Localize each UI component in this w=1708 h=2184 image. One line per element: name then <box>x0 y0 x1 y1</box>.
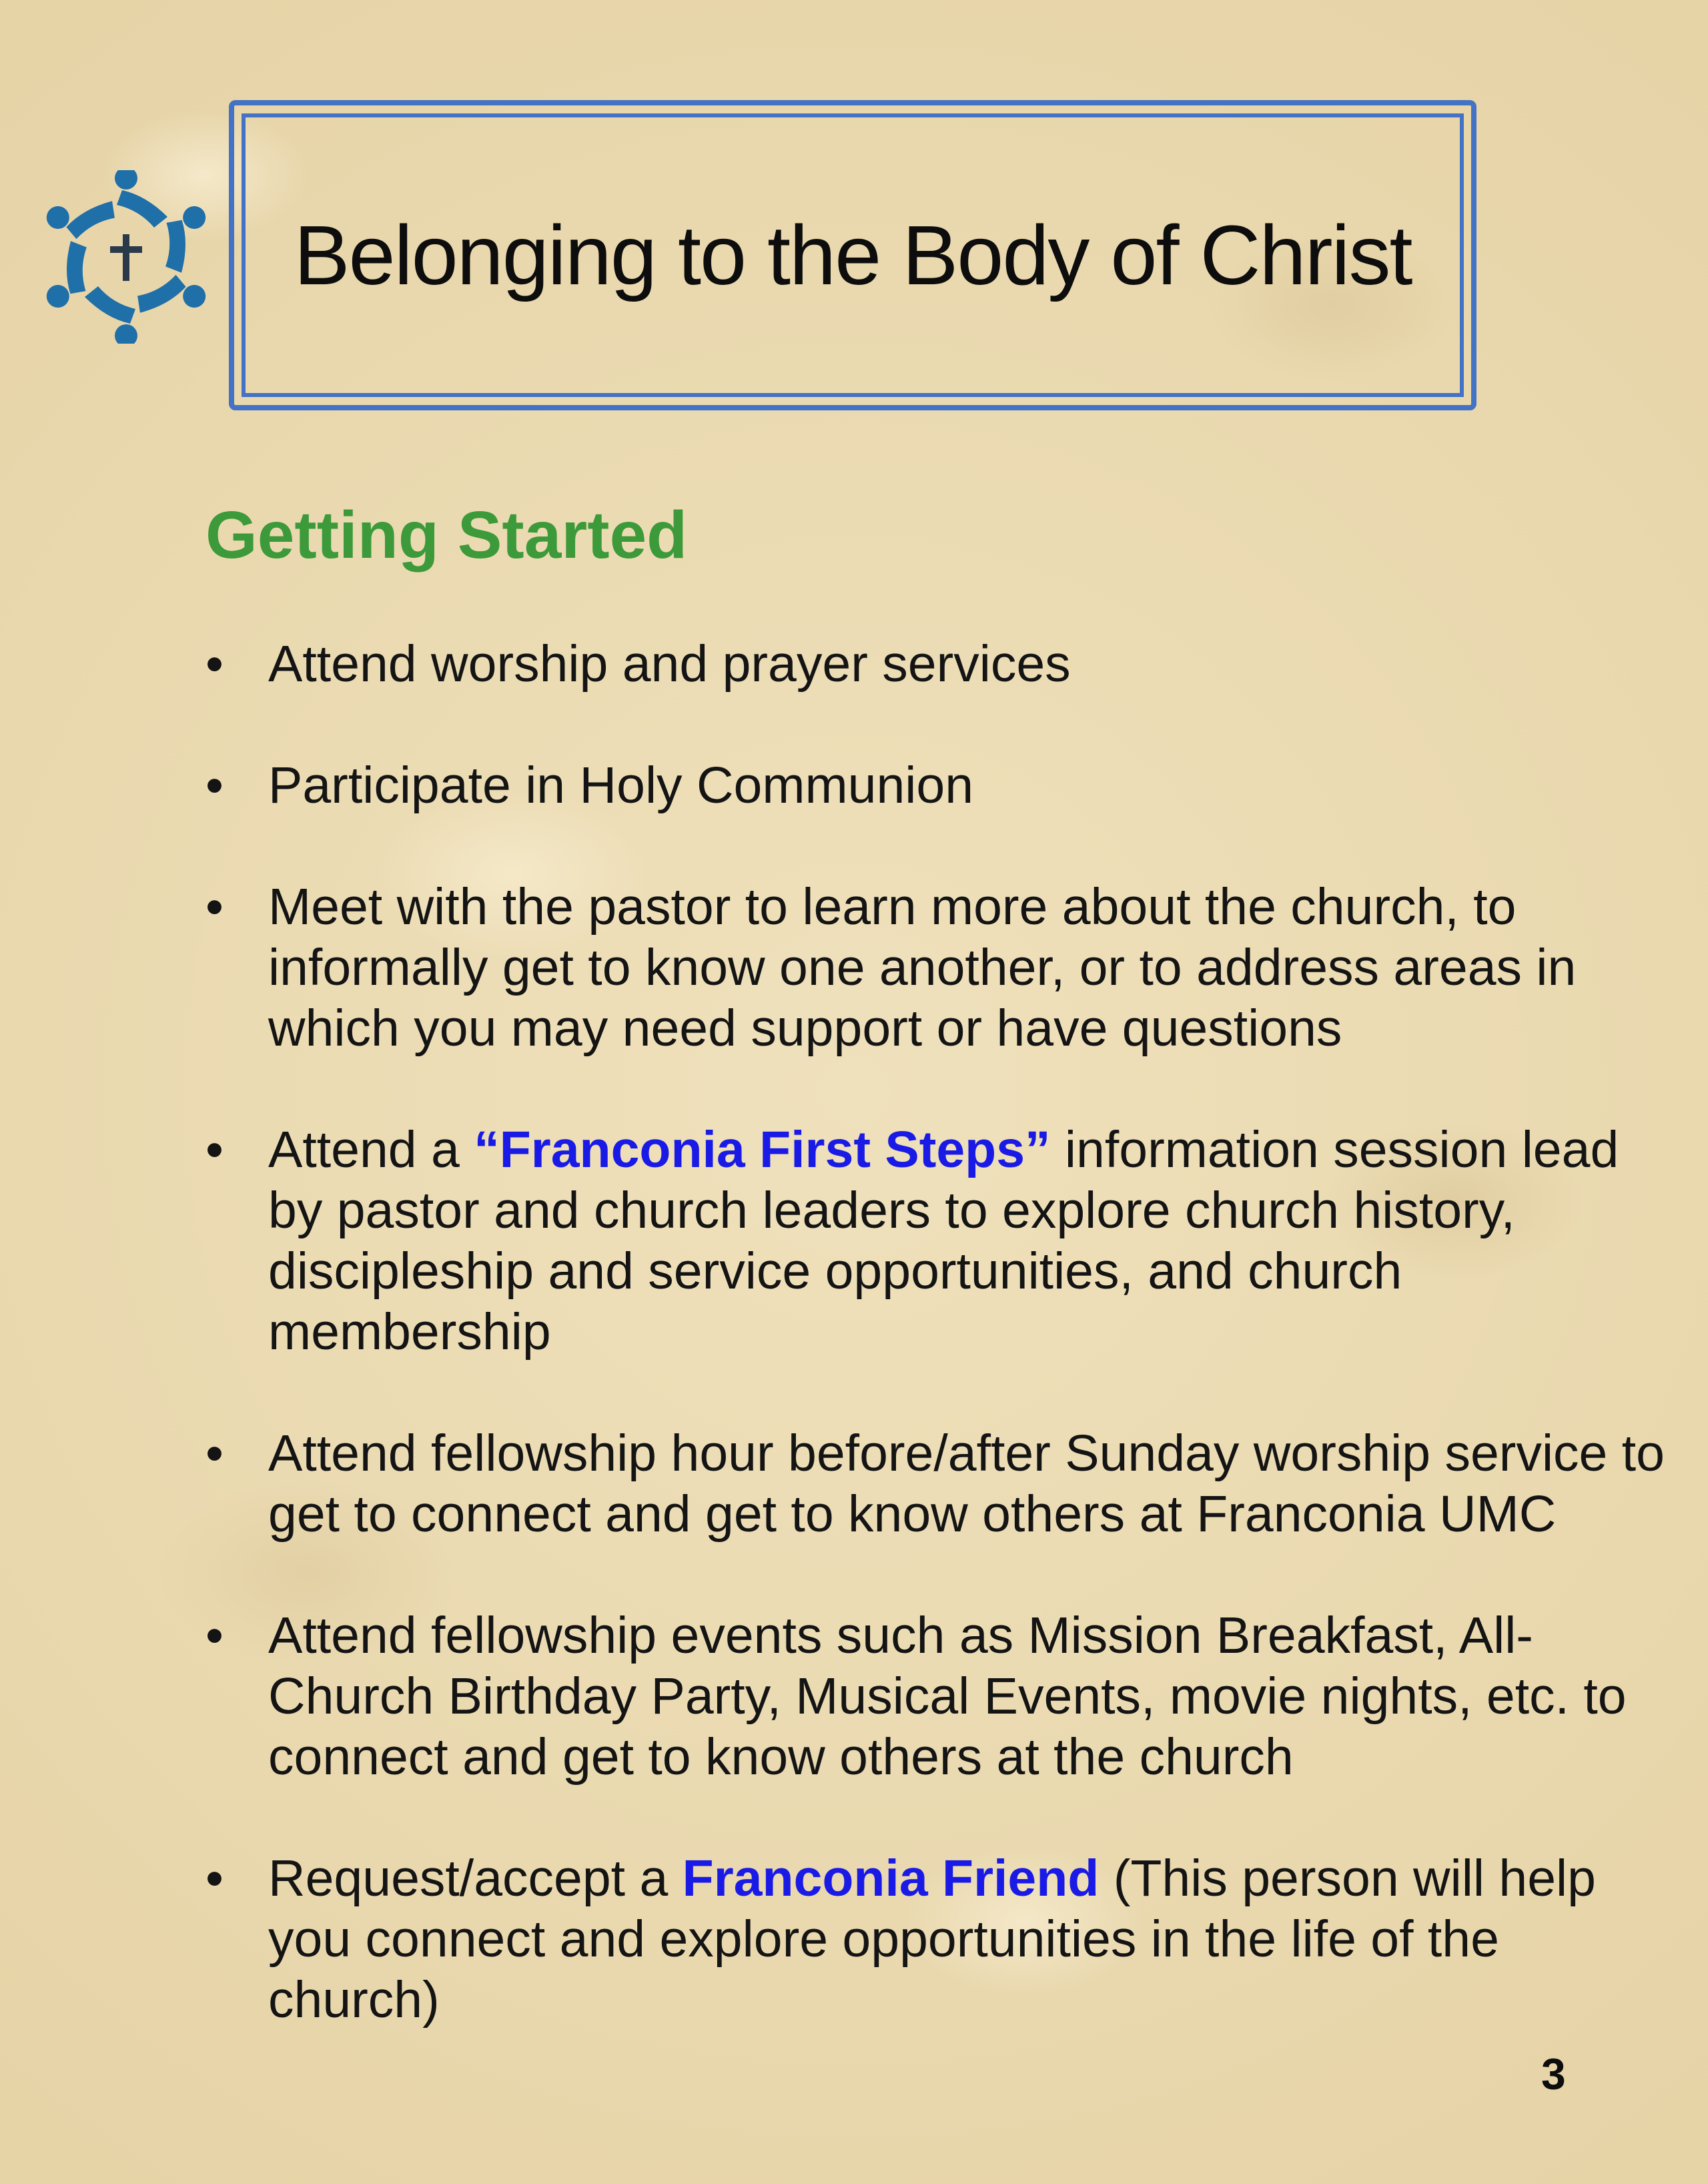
bullet-item <box>205 755 1680 816</box>
bullet-item <box>205 1423 1680 1545</box>
section-heading: Getting Started <box>205 498 688 573</box>
bullet-text: Participate in Holy Communion <box>268 757 974 814</box>
franconia-first-steps-highlight: “Franconia First Steps” <box>474 1121 1051 1178</box>
bullet-text: Attend worship and prayer services <box>268 635 1071 693</box>
bullet-text: Meet with the pastor to learn more about the church, to informally get to know one another, or to address areas in which you may need support or have questions <box>268 878 1577 1057</box>
bullet-item <box>205 1848 1680 2031</box>
bullet-item <box>205 634 1680 695</box>
bullet-list <box>205 634 1680 2031</box>
franconia-friend-highlight: Franconia Friend <box>682 1850 1100 1907</box>
bullet-text-before: Attend a <box>268 1121 474 1178</box>
page-title: Belonging to the Body of Christ <box>294 208 1412 302</box>
bullet-item <box>205 1120 1680 1363</box>
church-logo-icon <box>35 170 218 344</box>
bullet-item <box>205 1605 1680 1788</box>
bullet-item <box>205 877 1680 1059</box>
bullet-text-after: information session lead by pastor and church leaders to explore church history, discipleship and service opportunities, and church membership <box>268 1121 1619 1361</box>
page-number: 3 <box>1541 2049 1566 2099</box>
bullet-text-after: (This person will help you connect and explore opportunities in the life of the church) <box>268 1850 1596 2029</box>
bullet-text: Attend fellowship events such as Mission Breakfast, All-Church Birthday Party, Musical Events, movie nights, etc. to connect and get to know others at the church <box>268 1607 1627 1786</box>
bullet-text-before: Request/accept a <box>268 1850 683 1907</box>
bullet-text: Attend fellowship hour before/after Sunday worship service to get to connect and get to know others at Franconia UMC <box>268 1425 1665 1543</box>
